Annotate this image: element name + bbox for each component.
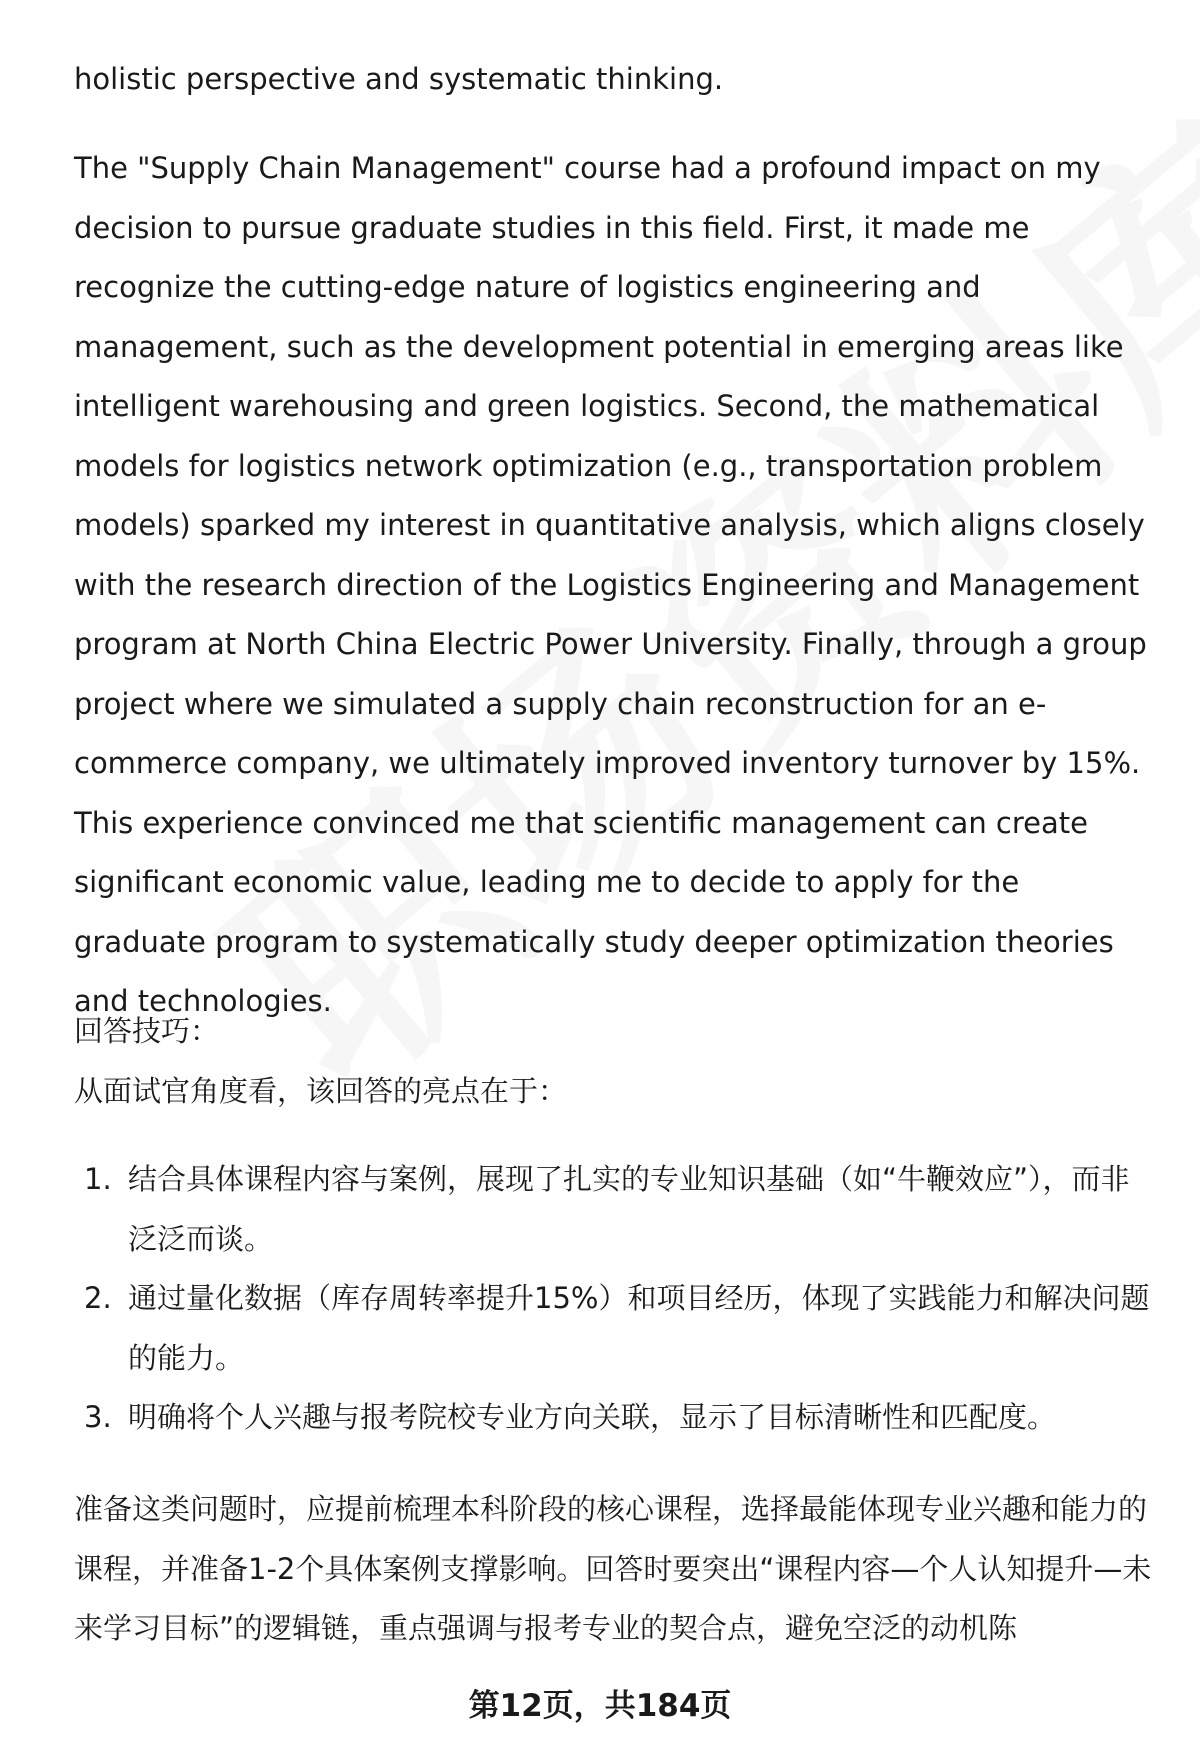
list-number: 2.	[84, 1281, 112, 1315]
list-item-text: 结合具体课程内容与案例，展现了扎实的专业知识基础（如“牛鞭效应”），而非泛泛而谈。	[128, 1162, 1130, 1256]
page-number-footer: 第12页，共184页	[468, 1688, 732, 1724]
list-number: 3.	[84, 1400, 112, 1434]
paragraph-main-answer: The "Supply Chain Management" course had a profound impact on my decision to pursue graduate studies in this field. First, it made me recognize the cutting-edge nature of logistics engineering and management, such as the development potential in emerging areas like intelligent warehousing and green logistics. Second, the mathematical models for logistics network optimization (e.g., transportation problem models) sparked my interest in quantitative analysis, which aligns closely with the research direction of the Logistics Engineering and Management program at North China Electric Power University. Finally, through a group project where we simulated a supply chain reconstruction for an e-commerce company, we ultimately improved inventory turnover by 15%. This experience convinced me that scientific management can create significant economic value, leading me to decide to apply for the graduate program to systematically study deeper optimization theories and technologies.	[74, 151, 1147, 1018]
tips-list-item	[74, 1388, 1154, 1448]
tips-list-item	[74, 1269, 1154, 1388]
list-item-text: 通过量化数据（库存周转率提升15%）和项目经历，体现了实践能力和解决问题的能力。	[128, 1281, 1150, 1375]
preparation-advice: 准备这类问题时，应提前梳理本科阶段的核心课程，选择最能体现专业兴趣和能力的课程，并准备1-2个具体案例支撑影响。回答时要突出“课程内容—个人认知提升—未来学习目标”的逻辑链，重点强调与报考专业的契合点，避免空泛的动机陈	[74, 1492, 1152, 1645]
tips-intro: 从面试官角度看，该回答的亮点在于：	[74, 1074, 568, 1108]
tips-list-item	[74, 1150, 1154, 1269]
tips-title: 回答技巧：	[74, 1014, 220, 1048]
list-number: 1.	[84, 1162, 112, 1196]
paragraph-continuation: holistic perspective and systematic thinking.	[74, 62, 724, 96]
tips-list	[74, 1150, 1154, 1448]
list-item-text: 明确将个人兴趣与报考院校专业方向关联，显示了目标清晰性和匹配度。	[128, 1400, 1057, 1434]
